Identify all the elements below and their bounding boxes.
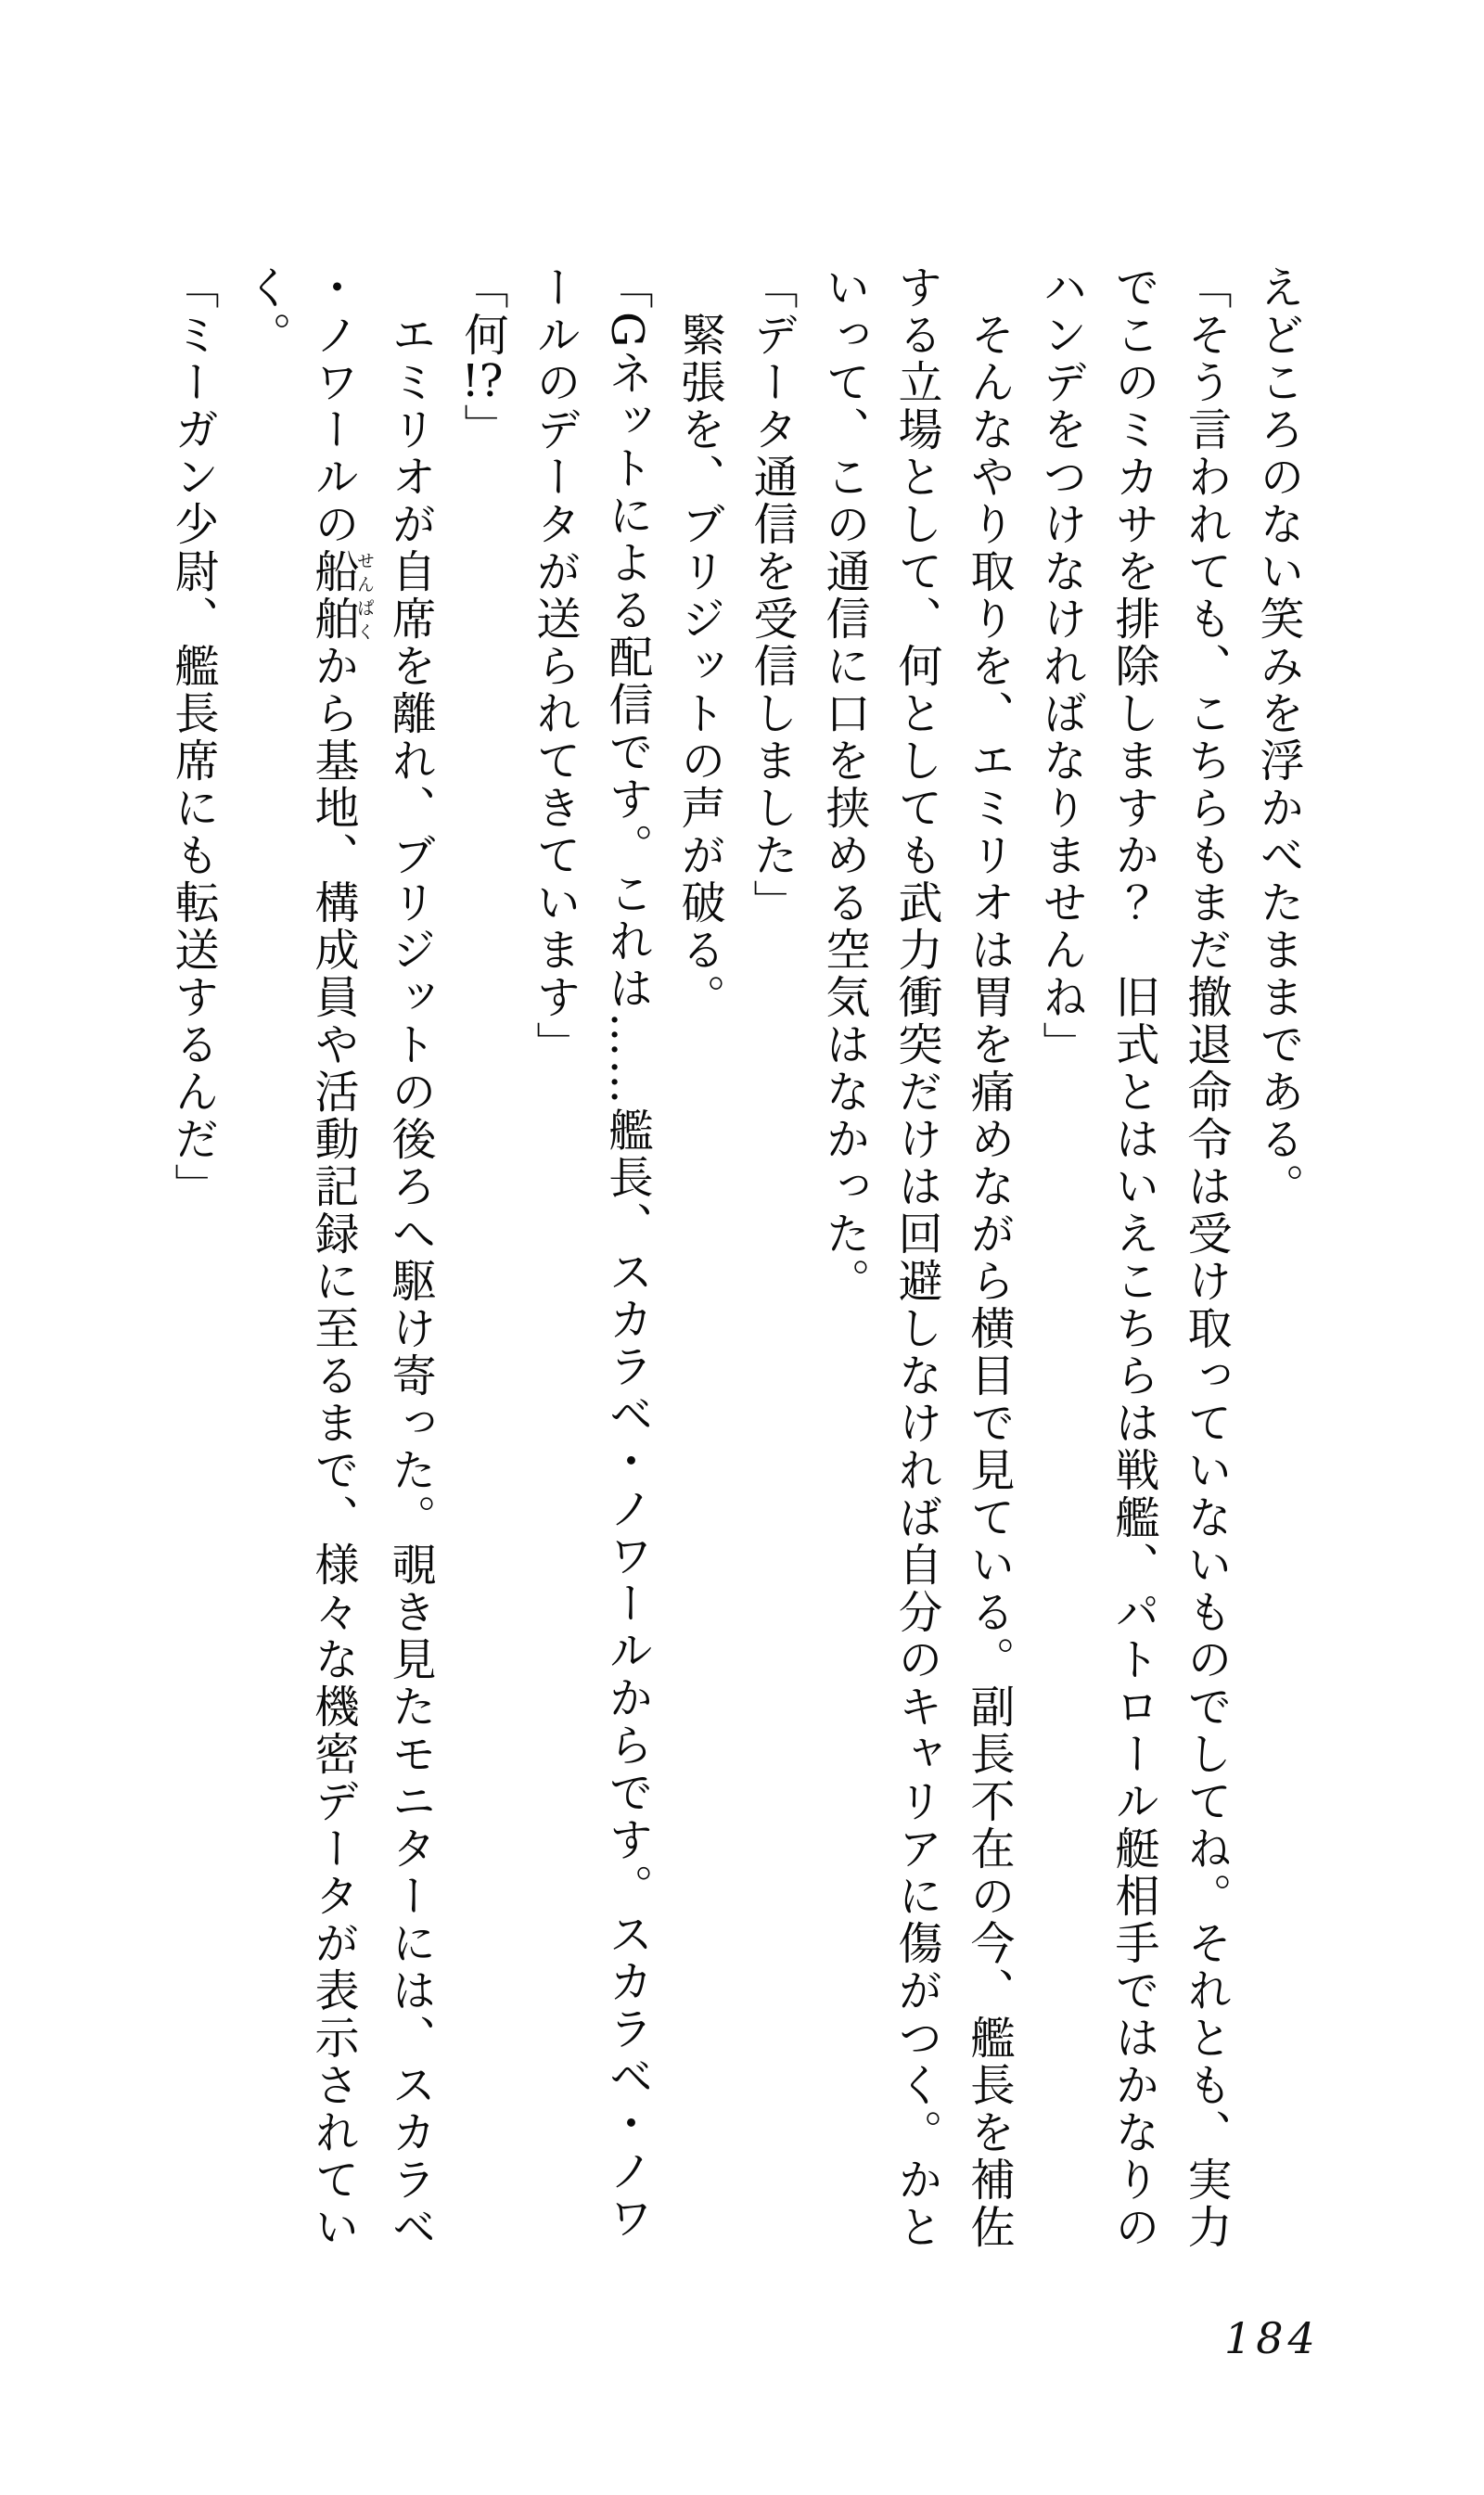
text-column: そんなやり取りを、エミリオは胃を痛めながら横目で見ている。副長不在の今、艦長を補佐 xyxy=(963,312,1015,2251)
text-column: 緊張を、ブリジットの声が破る。 xyxy=(673,312,725,1021)
text-column: 「ミーガン少尉、艦長席にも転送するんだ」 xyxy=(167,264,219,1210)
text-column: 「何!?」 xyxy=(456,264,508,451)
tate-chu-yoko: !? xyxy=(461,359,504,403)
text-column: 「データ通信を受信しました」 xyxy=(746,264,798,927)
text-column: ・ノワールの船舶せんぱくから基地、構成員や活動記録に至るまで、様々な機密データが表示されてい xyxy=(307,264,375,2251)
text-column: 「Gネットによる配信です。これは……艦長、スカラベ・ノワールからです。スカラベ・ノワ xyxy=(601,264,653,2243)
text-column: でこのミカサを排除しますか？ 旧式とはいえこちらは戦艦、パトロール艇相手ではかなりの xyxy=(1107,264,1159,2251)
ruby-annotated-word: 船舶せんぱく xyxy=(307,548,375,643)
text-column: ールのデータが送られてきています」 xyxy=(529,264,581,1068)
furigana: せんぱく xyxy=(354,548,375,643)
text-column: いって、この通信に口を挟める空気はなかった。 xyxy=(818,264,870,1305)
text-column: エミリオが自席を離れ、ブリジットの後ろへ駆け寄った。覗き見たモニターには、スカラベ xyxy=(384,312,436,2251)
text-column: する立場として、何としても武力衝突だけは回避しなければ自分のキャリアに傷がつく。かと xyxy=(890,264,942,2251)
page-number: 184 xyxy=(1224,2313,1320,2363)
text-column: えどころのない笑みを浮かべたままである。 xyxy=(1252,264,1304,1210)
text-column: ハンデをつけなければなりませんね」 xyxy=(1035,264,1087,1068)
text-column: 「そう言われても、こちらもまだ撤退命令は受け取っていないものでしてね。それとも、実力 xyxy=(1180,264,1232,2251)
text-column: く。 xyxy=(239,264,291,359)
